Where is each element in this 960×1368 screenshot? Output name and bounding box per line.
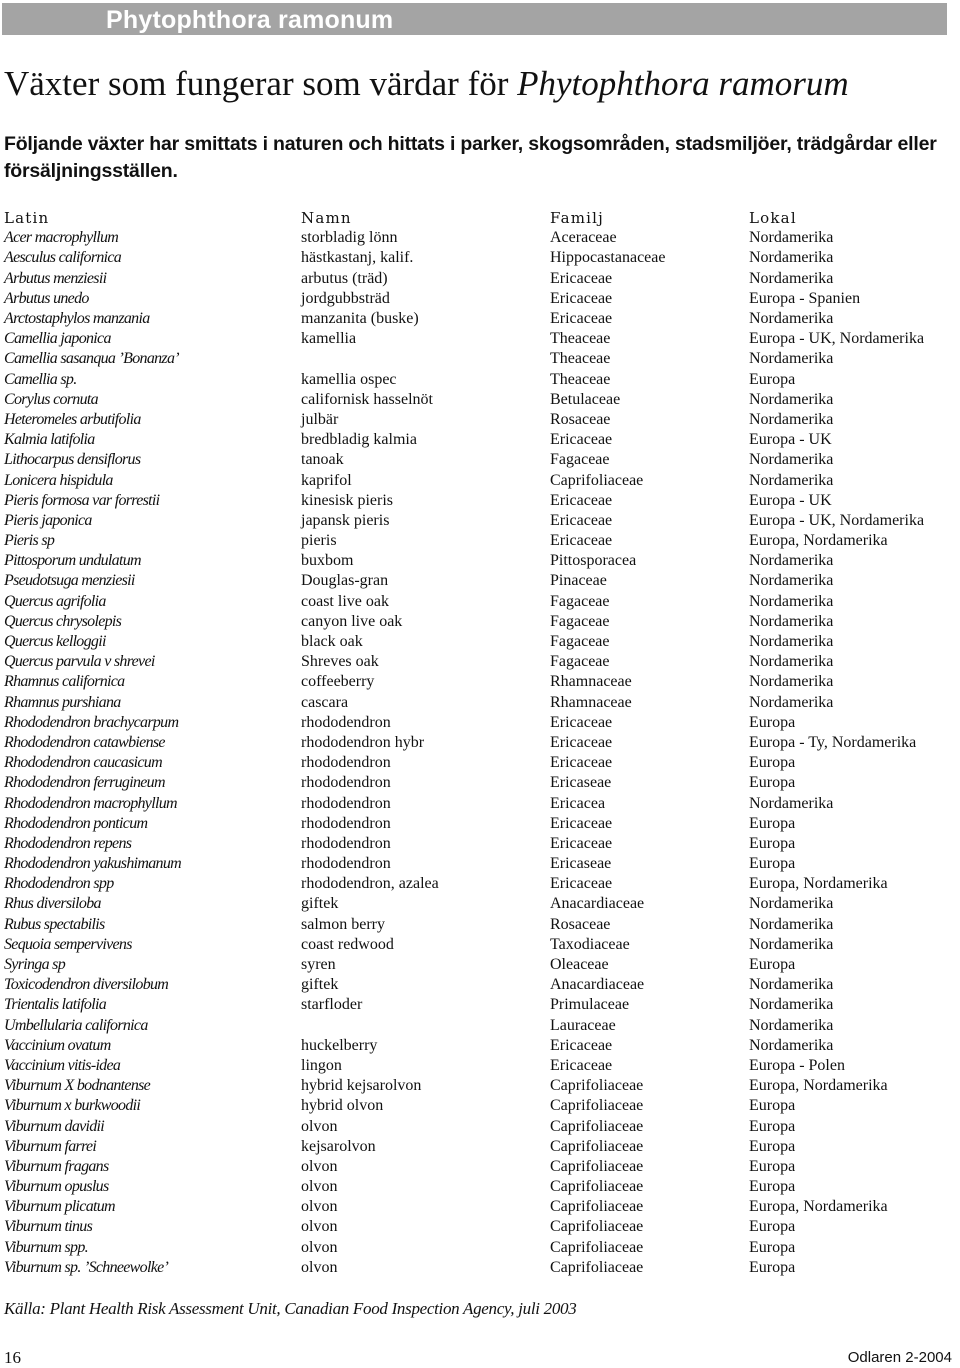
location-cell: Nordamerika — [749, 249, 834, 267]
common-name-cell: lingon — [301, 1056, 342, 1074]
family-cell: Caprifoliaceae — [550, 1097, 644, 1115]
family-cell: Ericaceae — [550, 1056, 613, 1074]
location-cell: Europa - UK — [749, 431, 832, 449]
latin-name-cell: Kalmia latifolia — [4, 431, 95, 449]
table-row — [4, 1116, 959, 1136]
table-row — [4, 450, 959, 470]
latin-name-cell: Pieris japonica — [4, 511, 92, 529]
common-name-cell: huckelberry — [301, 1036, 378, 1054]
location-cell: Europa — [749, 855, 796, 873]
location-cell: Nordamerika — [749, 612, 834, 630]
table-row — [4, 733, 959, 753]
intro-text: Följande växter har smittats i naturen och hittats i parker, skogsområden, stadsmiljöer, trädgårdar eller försäljningsställen. — [4, 133, 937, 182]
table-row — [4, 834, 959, 854]
table-row — [4, 995, 959, 1015]
common-name-cell: coast redwood — [301, 935, 394, 953]
column-header-lokal: Lokal — [749, 209, 797, 228]
family-cell: Fagaceae — [550, 612, 610, 630]
location-cell: Europa — [749, 1238, 796, 1256]
table-row — [4, 228, 959, 248]
location-cell: Nordamerika — [749, 1036, 834, 1054]
family-cell: Ericaceae — [550, 834, 613, 852]
common-name-cell: jordgubbsträd — [301, 289, 390, 307]
location-cell: Europa - UK, Nordamerika — [749, 330, 925, 348]
table-row — [4, 773, 959, 793]
common-name-cell: Douglas-gran — [301, 572, 389, 590]
location-cell: Europa — [749, 956, 796, 974]
latin-name-cell: Arbutus unedo — [4, 289, 89, 307]
family-cell: Caprifoliaceae — [550, 1178, 644, 1196]
common-name-cell: olvon — [301, 1178, 338, 1196]
location-cell: Nordamerika — [749, 592, 834, 610]
family-cell: Ericaceae — [550, 733, 613, 751]
common-name-cell: japansk pieris — [301, 511, 390, 529]
family-cell: Ericacea — [550, 794, 606, 812]
family-cell: Ericaceae — [550, 875, 613, 893]
latin-name-cell: Heteromeles arbutifolia — [4, 410, 141, 428]
location-cell: Europa — [749, 834, 796, 852]
latin-name-cell: Rhododendron macrophyllum — [4, 794, 177, 812]
table-row — [4, 370, 959, 390]
common-name-cell: coast live oak — [301, 592, 389, 610]
table-row — [4, 874, 959, 894]
location-cell: Europa — [749, 1178, 796, 1196]
family-cell: Theaceae — [550, 370, 611, 388]
location-cell: Nordamerika — [749, 653, 834, 671]
family-cell: Theaceae — [550, 350, 611, 368]
common-name-cell: manzanita (buske) — [301, 310, 419, 328]
common-name-cell: syren — [301, 956, 336, 974]
family-cell: Caprifoliaceae — [550, 471, 644, 489]
table-header-row — [4, 208, 959, 228]
latin-name-cell: Viburnum x burkwoodii — [4, 1097, 141, 1115]
location-cell: Nordamerika — [749, 269, 834, 287]
location-cell: Nordamerika — [749, 572, 834, 590]
family-cell: Rhamnaceae — [550, 673, 632, 691]
location-cell: Europa - Ty, Nordamerika — [749, 733, 917, 751]
location-cell: Nordamerika — [749, 693, 834, 711]
common-name-cell: rhododendron — [301, 754, 391, 772]
table-row — [4, 1157, 959, 1177]
family-cell: Ericaceae — [550, 814, 613, 832]
table-row — [4, 470, 959, 490]
latin-name-cell: Vaccinium ovatum — [4, 1036, 111, 1054]
common-name-cell: kamellia ospec — [301, 370, 397, 388]
family-cell: Fagaceae — [550, 653, 610, 671]
location-cell: Nordamerika — [749, 1016, 834, 1034]
family-cell: Pittosporacea — [550, 552, 637, 570]
common-name-cell: rhododendron — [301, 855, 391, 873]
latin-name-cell: Rubus spectabilis — [4, 915, 105, 933]
header-bar — [2, 3, 947, 35]
common-name-cell: californisk hasselnöt — [301, 390, 433, 408]
latin-name-cell: Pieris formosa var forrestii — [4, 491, 160, 509]
table-row — [4, 248, 959, 268]
common-name-cell: olvon — [301, 1117, 338, 1135]
common-name-cell: starfloder — [301, 996, 363, 1014]
latin-name-cell: Arctostaphylos manzania — [4, 310, 150, 328]
latin-name-cell: Rhododendron ponticum — [4, 814, 148, 832]
location-cell: Nordamerika — [749, 471, 834, 489]
latin-name-cell: Viburnum farrei — [4, 1137, 97, 1155]
latin-name-cell: Rhododendron brachycarpum — [4, 713, 179, 731]
common-name-cell: hästkastanj, kalif. — [301, 249, 414, 267]
location-cell: Nordamerika — [749, 895, 834, 913]
table-row — [4, 289, 959, 309]
location-cell: Europa — [749, 774, 796, 792]
table-row — [4, 269, 959, 289]
location-cell: Nordamerika — [749, 996, 834, 1014]
latin-name-cell: Trientalis latifolia — [4, 996, 107, 1014]
latin-name-cell: Rhus diversiloba — [4, 895, 101, 913]
location-cell: Nordamerika — [749, 410, 834, 428]
location-cell: Europa — [749, 1097, 796, 1115]
latin-name-cell: Viburnum sp. ’Schneewolke’ — [4, 1258, 169, 1276]
table-row — [4, 551, 959, 571]
latin-name-cell: Quercus agrifolia — [4, 592, 106, 610]
latin-name-cell: Vaccinium vitis-idea — [4, 1056, 121, 1074]
common-name-cell — [301, 1016, 550, 1036]
table-row — [4, 1137, 959, 1157]
family-cell: Ericaceae — [550, 511, 613, 529]
latin-name-cell: Viburnum X bodnantense — [4, 1077, 151, 1095]
common-name-cell: rhododendron — [301, 774, 391, 792]
location-cell: Europa - UK — [749, 491, 832, 509]
common-name-cell: olvon — [301, 1198, 338, 1216]
table-row — [4, 1177, 959, 1197]
family-cell: Caprifoliaceae — [550, 1238, 644, 1256]
common-name-cell: tanoak — [301, 451, 344, 469]
common-name-cell: rhododendron, azalea — [301, 875, 439, 893]
location-cell: Europa — [749, 754, 796, 772]
common-name-cell: buxbom — [301, 552, 354, 570]
location-cell: Europa, Nordamerika — [749, 532, 888, 550]
latin-name-cell: Rhododendron caucasicum — [4, 754, 162, 772]
family-cell: Betulaceae — [550, 390, 621, 408]
column-header-familj: Familj — [550, 209, 605, 228]
page-number: 16 — [4, 1348, 21, 1367]
location-cell: Nordamerika — [749, 390, 834, 408]
location-cell: Nordamerika — [749, 350, 834, 368]
common-name-cell: cascara — [301, 693, 349, 711]
family-cell: Pinaceae — [550, 572, 607, 590]
family-cell: Anacardiaceae — [550, 895, 645, 913]
family-cell: Fagaceae — [550, 592, 610, 610]
common-name-cell: kinesisk pieris — [301, 491, 393, 509]
latin-name-cell: Rhododendron catawbiense — [4, 733, 165, 751]
location-cell: Nordamerika — [749, 915, 834, 933]
latin-name-cell: Rhamnus californica — [4, 673, 125, 691]
table-row — [4, 531, 959, 551]
common-name-cell: rhododendron — [301, 814, 391, 832]
table-row — [4, 1056, 959, 1076]
latin-name-cell: Rhododendron yakushimanum — [4, 855, 181, 873]
common-name-cell: hybrid olvon — [301, 1097, 384, 1115]
common-name-cell: rhododendron — [301, 713, 391, 731]
latin-name-cell: Pittosporum undulatum — [4, 552, 141, 570]
latin-name-cell: Viburnum fragans — [4, 1157, 109, 1175]
source-note: Källa: Plant Health Risk Assessment Unit, Canadian Food Inspection Agency, juli 2003 — [4, 1299, 577, 1318]
table-row — [4, 955, 959, 975]
family-cell: Ericaceae — [550, 431, 613, 449]
family-cell: Lauraceae — [550, 1016, 616, 1034]
family-cell: Taxodiaceae — [550, 935, 630, 953]
latin-name-cell: Toxicodendron diversilobum — [4, 976, 169, 994]
family-cell: Oleaceae — [550, 956, 609, 974]
latin-name-cell: Camellia sp. — [4, 370, 77, 388]
family-cell: Primulaceae — [550, 996, 630, 1014]
common-name-cell: pieris — [301, 532, 337, 550]
table-row — [4, 309, 959, 329]
table-row — [4, 1096, 959, 1116]
page-title — [4, 62, 956, 106]
table-row — [4, 491, 959, 511]
latin-name-cell: Quercus chrysolepis — [4, 612, 122, 630]
table-row — [4, 753, 959, 773]
location-cell: Nordamerika — [749, 673, 834, 691]
common-name-cell: olvon — [301, 1258, 338, 1276]
location-cell: Nordamerika — [749, 794, 834, 812]
page-title-prefix: Växter som fungerar som värdar för — [4, 64, 518, 103]
location-cell: Nordamerika — [749, 552, 834, 570]
column-header-namn: Namn — [301, 209, 352, 228]
table-row — [4, 1238, 959, 1258]
common-name-cell — [301, 349, 550, 369]
latin-name-cell: Camellia japonica — [4, 330, 111, 348]
publication-name: Odlaren 2-2004 — [847, 1349, 952, 1366]
table-row — [4, 652, 959, 672]
family-cell: Ericaceae — [550, 310, 613, 328]
family-cell: Ericaseae — [550, 855, 612, 873]
host-plants-table — [4, 208, 959, 1278]
common-name-cell: kamellia — [301, 330, 357, 348]
table-row — [4, 1036, 959, 1056]
latin-name-cell: Syringa sp — [4, 956, 66, 974]
family-cell: Theaceae — [550, 330, 611, 348]
latin-name-cell: Acer macrophyllum — [4, 229, 119, 247]
family-cell: Ericaceae — [550, 269, 613, 287]
location-cell: Nordamerika — [749, 310, 834, 328]
common-name-cell: hybrid kejsarolvon — [301, 1077, 422, 1095]
table-row — [4, 390, 959, 410]
latin-name-cell: Arbutus menziesii — [4, 269, 107, 287]
family-cell: Ericaceae — [550, 289, 613, 307]
family-cell: Caprifoliaceae — [550, 1137, 644, 1155]
common-name-cell: kejsarolvon — [301, 1137, 376, 1155]
common-name-cell: julbär — [301, 410, 339, 428]
table-body — [4, 228, 959, 1278]
latin-name-cell: Pseudotsuga menziesii — [4, 572, 135, 590]
table-row — [4, 511, 959, 531]
location-cell: Nordamerika — [749, 935, 834, 953]
common-name-cell: kaprifol — [301, 471, 352, 489]
table-row — [4, 814, 959, 834]
latin-name-cell: Viburnum spp. — [4, 1238, 88, 1256]
latin-name-cell: Quercus kelloggii — [4, 633, 106, 651]
latin-name-cell: Corylus cornuta — [4, 390, 98, 408]
table-row — [4, 430, 959, 450]
family-cell: Caprifoliaceae — [550, 1077, 644, 1095]
location-cell: Europa — [749, 1157, 796, 1175]
table-row — [4, 632, 959, 652]
location-cell: Europa - Spanien — [749, 289, 861, 307]
latin-name-cell: Viburnum davidii — [4, 1117, 105, 1135]
common-name-cell: storbladig lönn — [301, 229, 398, 247]
table-row — [4, 410, 959, 430]
table-row — [4, 672, 959, 692]
family-cell: Ericaseae — [550, 774, 612, 792]
common-name-cell: rhododendron — [301, 834, 391, 852]
latin-name-cell: Quercus parvula v shrevei — [4, 653, 155, 671]
table-row — [4, 1016, 959, 1036]
table-row — [4, 793, 959, 813]
common-name-cell: arbutus (träd) — [301, 269, 388, 287]
common-name-cell: canyon live oak — [301, 612, 403, 630]
family-cell: Caprifoliaceae — [550, 1218, 644, 1236]
common-name-cell: giftek — [301, 895, 339, 913]
location-cell: Nordamerika — [749, 451, 834, 469]
common-name-cell: bredbladig kalmia — [301, 431, 417, 449]
location-cell: Europa — [749, 1218, 796, 1236]
family-cell: Rhamnaceae — [550, 693, 632, 711]
family-cell: Aceraceae — [550, 229, 617, 247]
location-cell: Europa — [749, 370, 796, 388]
latin-name-cell: Rhododendron repens — [4, 834, 132, 852]
location-cell: Europa — [749, 1117, 796, 1135]
family-cell: Ericaceae — [550, 491, 613, 509]
common-name-cell: olvon — [301, 1238, 338, 1256]
latin-name-cell: Rhododendron spp — [4, 875, 114, 893]
location-cell: Europa — [749, 814, 796, 832]
location-cell: Nordamerika — [749, 633, 834, 651]
table-row — [4, 349, 959, 369]
common-name-cell: salmon berry — [301, 915, 385, 933]
table-row — [4, 1258, 959, 1278]
table-row — [4, 894, 959, 914]
table-row — [4, 693, 959, 713]
table-row — [4, 592, 959, 612]
common-name-cell: olvon — [301, 1157, 338, 1175]
latin-name-cell: Umbellularia californica — [4, 1016, 148, 1034]
family-cell: Ericaceae — [550, 532, 613, 550]
latin-name-cell: Viburnum opuslus — [4, 1178, 109, 1196]
location-cell: Europa — [749, 713, 796, 731]
family-cell: Ericaceae — [550, 713, 613, 731]
family-cell: Caprifoliaceae — [550, 1117, 644, 1135]
latin-name-cell: Rhamnus purshiana — [4, 693, 121, 711]
latin-name-cell: Lonicera hispidula — [4, 471, 113, 489]
location-cell: Europa - UK, Nordamerika — [749, 511, 925, 529]
table-row — [4, 612, 959, 632]
family-cell: Caprifoliaceae — [550, 1198, 644, 1216]
common-name-cell: rhododendron hybr — [301, 733, 425, 751]
location-cell: Nordamerika — [749, 229, 834, 247]
location-cell: Europa, Nordamerika — [749, 1198, 888, 1216]
table-row — [4, 975, 959, 995]
family-cell: Rosaceae — [550, 410, 611, 428]
common-name-cell: Shreves oak — [301, 653, 379, 671]
latin-name-cell: Pieris sp — [4, 532, 55, 550]
common-name-cell: coffeeberry — [301, 673, 375, 691]
latin-name-cell: Viburnum plicatum — [4, 1198, 115, 1216]
header-title: Phytophthora ramonum — [106, 6, 394, 34]
table-row — [4, 329, 959, 349]
latin-name-cell: Rhododendron ferrugineum — [4, 774, 165, 792]
table-row — [4, 854, 959, 874]
family-cell: Fagaceae — [550, 633, 610, 651]
table-row — [4, 1217, 959, 1237]
latin-name-cell: Camellia sasanqua ’Bonanza’ — [4, 350, 179, 368]
latin-name-cell: Lithocarpus densiflorus — [4, 451, 141, 469]
latin-name-cell: Aesculus californica — [4, 249, 122, 267]
table-row — [4, 571, 959, 591]
location-cell: Europa — [749, 1137, 796, 1155]
location-cell: Europa - Polen — [749, 1056, 845, 1074]
location-cell: Europa, Nordamerika — [749, 875, 888, 893]
location-cell: Europa — [749, 1258, 796, 1276]
location-cell: Nordamerika — [749, 976, 834, 994]
table-row — [4, 915, 959, 935]
common-name-cell: black oak — [301, 633, 363, 651]
family-cell: Caprifoliaceae — [550, 1157, 644, 1175]
family-cell: Anacardiaceae — [550, 976, 645, 994]
table-row — [4, 935, 959, 955]
location-cell: Europa, Nordamerika — [749, 1077, 888, 1095]
family-cell: Fagaceae — [550, 451, 610, 469]
common-name-cell: giftek — [301, 976, 339, 994]
latin-name-cell: Viburnum tinus — [4, 1218, 93, 1236]
family-cell: Caprifoliaceae — [550, 1258, 644, 1276]
table-row — [4, 1197, 959, 1217]
family-cell: Hippocastanaceae — [550, 249, 666, 267]
column-header-latin: Latin — [4, 209, 50, 228]
table-row — [4, 713, 959, 733]
family-cell: Rosaceae — [550, 915, 611, 933]
common-name-cell: rhododendron — [301, 794, 391, 812]
family-cell: Ericaceae — [550, 1036, 613, 1054]
family-cell: Ericaceae — [550, 754, 613, 772]
latin-name-cell: Sequoia sempervivens — [4, 935, 132, 953]
page-title-species: Phytophthora ramorum — [517, 64, 849, 103]
common-name-cell: olvon — [301, 1218, 338, 1236]
table-row — [4, 1076, 959, 1096]
